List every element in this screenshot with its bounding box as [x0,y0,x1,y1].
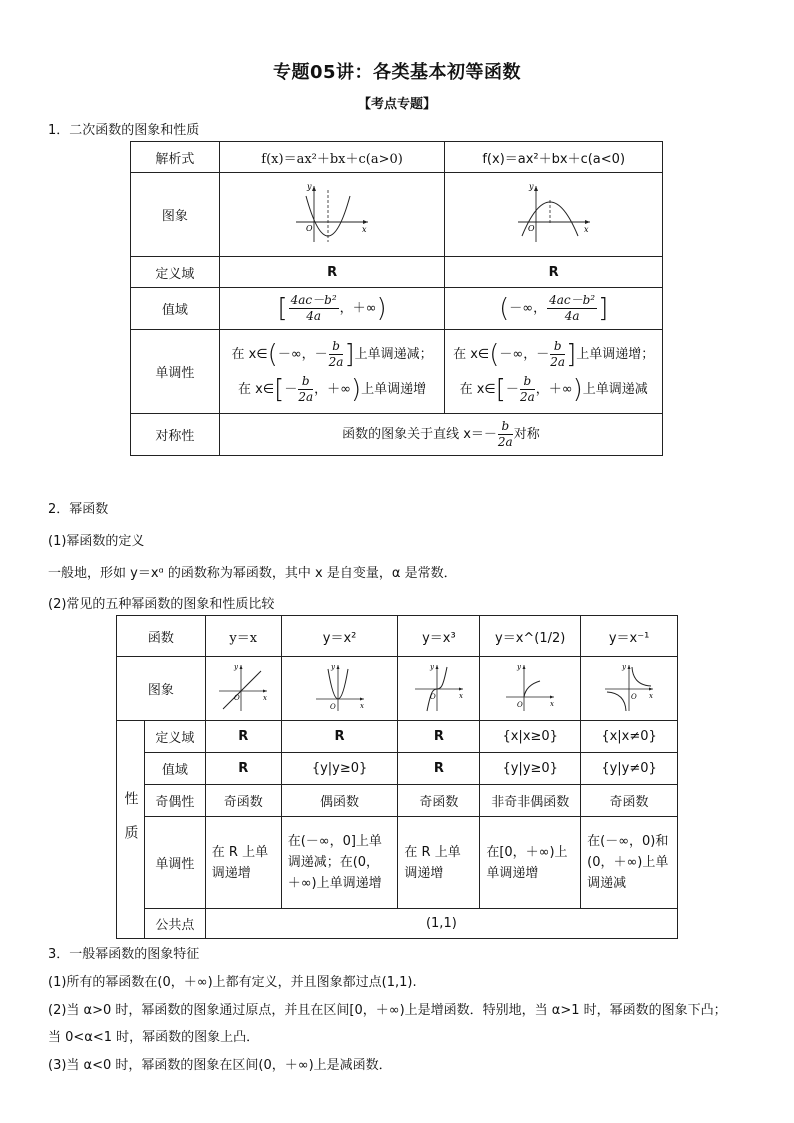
graph-y-label: y [622,662,627,671]
sym-pre: 函数的图象关于直线 x＝－ [342,427,497,442]
b-den: 2a [328,354,344,369]
prop-parity-label: 奇偶性 [144,785,205,817]
graph-linear [205,657,281,721]
prop-mono-v4: 在[0，＋∞)上单调递增 [480,817,581,909]
graph-origin-label: O [527,223,535,233]
prop-parity-v4: 非奇非偶函数 [480,785,581,817]
power-def-title: (1)幂函数的定义 [48,534,145,549]
sqrt-graph [502,661,558,713]
func-y-x: y＝x [205,616,281,657]
power-compare-title: (2)常见的五种幂函数的图象和性质比较 [48,597,275,612]
prop-range-v3: R [398,753,480,785]
prop-common-value: (1,1) [205,909,677,939]
graph-x-label: x [458,691,463,700]
graph-x-label: x [362,224,367,234]
section-2-heading: 2．幂函数 [48,502,109,517]
prop-common-label: 公共点 [144,909,205,939]
graph-y-label: y [517,662,522,671]
linear-graph [215,661,271,713]
mono-prefix: 在 x∈ [238,381,275,397]
graph-origin-label: O [631,692,637,701]
range-a-negative: (－∞， $\frac{\text{4ac－b²}}{4a}$ ] [445,288,663,330]
header-a-positive: f(x)＝ax²＋bx＋c(a>0) [219,142,445,173]
graph-x-label: x [263,693,268,702]
graph-origin-label: O [329,702,336,711]
prop-domain-label: 定义域 [144,721,205,753]
row-label-properties [117,721,145,939]
prop-domain-v5: {x|x≠0} [581,721,678,753]
prop-mono-v1: 在 R 上单调递增 [205,817,281,909]
func-y-inv: y＝x⁻¹ [581,616,678,657]
b-den: 2a [298,389,314,404]
feature-3: (3)当 α<0 时，幂函数的图象在区间(0，＋∞)上是减函数． [48,1058,392,1073]
pos-infinity: ＋∞ [327,381,351,397]
header-function: 函数 [117,616,206,657]
frac-denominator: 4a [306,309,322,323]
graph-x-label: x [550,699,555,708]
row-label-range: 值域 [131,288,220,330]
prop-range-v5: {y|y≠0} [581,753,678,785]
section-1-heading: 1．二次函数的图象和性质 [48,123,200,138]
mono-prefix: 在 x∈ [453,346,490,362]
graph-y-label: y [307,181,312,191]
mono-dec: 上单调递减； [354,346,433,362]
domain-a-positive: R [219,257,445,288]
header-analytic: 解析式 [131,142,220,173]
cube-graph [411,661,467,713]
power-def-text: 一般地，形如 y＝xᵅ 的函数称为幂函数，其中 x 是自变量，α 是常数． [48,566,457,581]
prop-mono-v3: 在 R 上单调递增 [398,817,480,909]
b-num: b [520,374,535,390]
range-a-positive: [ $\frac{\text{4ac－b²}}{4a}$ ，＋∞) [219,288,445,330]
row-label-domain: 定义域 [131,257,220,288]
prop-mono-v5: 在(－∞，0)和(0，＋∞)上单调递减 [581,817,678,909]
domain-a-negative: R [445,257,663,288]
quadratic-table [130,141,663,456]
prop-mono-v2: 在(－∞，0]上单调递减；在(0，＋∞)上单调递增 [281,817,398,909]
symmetry-value [219,414,662,456]
upward-parabola-graph [292,180,372,246]
b-den: 2a [550,354,566,369]
mono-dec: 上单调递减 [582,381,648,397]
b-num: b [298,374,313,390]
row-label-symmetry: 对称性 [131,414,220,456]
graph-upward-parabola [219,173,445,257]
graph-y-label: y [330,662,335,671]
pos-infinity: ＋∞ [352,301,377,316]
graph-y-label: y [234,662,239,671]
b-num: b [550,339,565,355]
graph-inverse [581,657,678,721]
b-num: b [498,419,513,435]
page-title: 专题05讲：各类基本初等函数 [272,62,522,83]
prop-domain-v4: {x|x≥0} [480,721,581,753]
graph-y-label: y [528,181,534,191]
header-a-negative: f(x)＝ax²＋bx＋c(a<0) [445,142,663,173]
sym-post: 对称 [513,427,540,442]
neg-infinity: －∞ [277,346,302,362]
property-label: 性质 [122,791,139,859]
section-3-heading: 3．一般幂函数的图象特征 [48,947,200,962]
mono-inc: 上单调递增； [576,346,655,362]
mono-prefix: 在 x∈ [459,381,496,397]
prop-domain-v1: R [205,721,281,753]
graph-x-label: x [583,224,589,234]
graph-origin-label: O [306,223,313,233]
b-den: 2a [519,389,535,404]
mono-a-positive: 在 x∈(－∞，－ $\frac{b}{2a}$ ]上单调递减； 在 x∈[－ $\frac{b}{2a}$ ，＋∞)上单调递增 [219,330,445,414]
feature-1: (1)所有的幂函数在(0，＋∞)上都有定义，并且图象都过点(1,1). [48,975,417,990]
graph-square [281,657,398,721]
prop-range-label: 值域 [144,753,205,785]
mono-inc: 上单调递增 [361,381,427,397]
prop-parity-v5: 奇函数 [581,785,678,817]
page-subtitle: 【考点专题】 [357,97,436,112]
prop-range-v4: {y|y≥0} [480,753,581,785]
graph-x-label: x [649,691,654,700]
b-den: 2a [497,435,513,449]
graph-origin-label: O [517,700,523,709]
frac-numerator: 4ac－b² [290,293,337,307]
prop-parity-v2: 偶函数 [281,785,398,817]
prop-range-v2: {y|y≥0} [281,753,398,785]
downward-parabola-graph [514,180,594,246]
neg-infinity: －∞ [499,346,524,362]
frac-denominator: 4a [564,309,580,323]
graph-downward-parabola [445,173,663,257]
row-label-monotonicity: 单调性 [131,330,220,414]
graph-origin-label: O [429,692,436,701]
mono-a-negative: 在 x∈(－∞，－ $\frac{b}{2a}$ ]上单调递增； 在 x∈[－ $\frac{b}{2a}$ ，＋∞)上单调递减 [445,330,663,414]
func-y-sqrt: y＝x^(1/2) [480,616,581,657]
graph-y-label: y [429,662,434,671]
feature-2: (2)当 α>0 时，幂函数的图象通过原点，并且在区间[0，＋∞)上是增函数．特别地，当 α>1 时，幂函数的图象下凸； [48,1003,727,1018]
feature-2-cont: 当 0<α<1 时，幂函数的图象上凸． [48,1030,260,1045]
prop-parity-v1: 奇函数 [205,785,281,817]
neg-infinity: －∞ [509,301,534,316]
prop-domain-v3: R [398,721,480,753]
prop-parity-v3: 奇函数 [398,785,480,817]
prop-range-v1: R [205,753,281,785]
prop-mono-label: 单调性 [144,817,205,909]
power-function-table [116,615,678,939]
mono-prefix: 在 x∈ [231,346,268,362]
graph-origin-label: O [234,693,240,702]
graph-cube [398,657,480,721]
inverse-graph [601,661,657,713]
row-label-graph: 图象 [131,173,220,257]
graph-x-label: x [359,701,364,710]
square-graph [312,661,368,713]
func-y-x3: y＝x³ [398,616,480,657]
pos-infinity: ＋∞ [548,381,573,397]
graph-sqrt [480,657,581,721]
frac-numerator: 4ac－b² [549,293,596,307]
func-y-x2: y＝x² [281,616,398,657]
row-label-graph: 图象 [117,657,206,721]
prop-domain-v2: R [281,721,398,753]
b-num: b [329,339,344,355]
